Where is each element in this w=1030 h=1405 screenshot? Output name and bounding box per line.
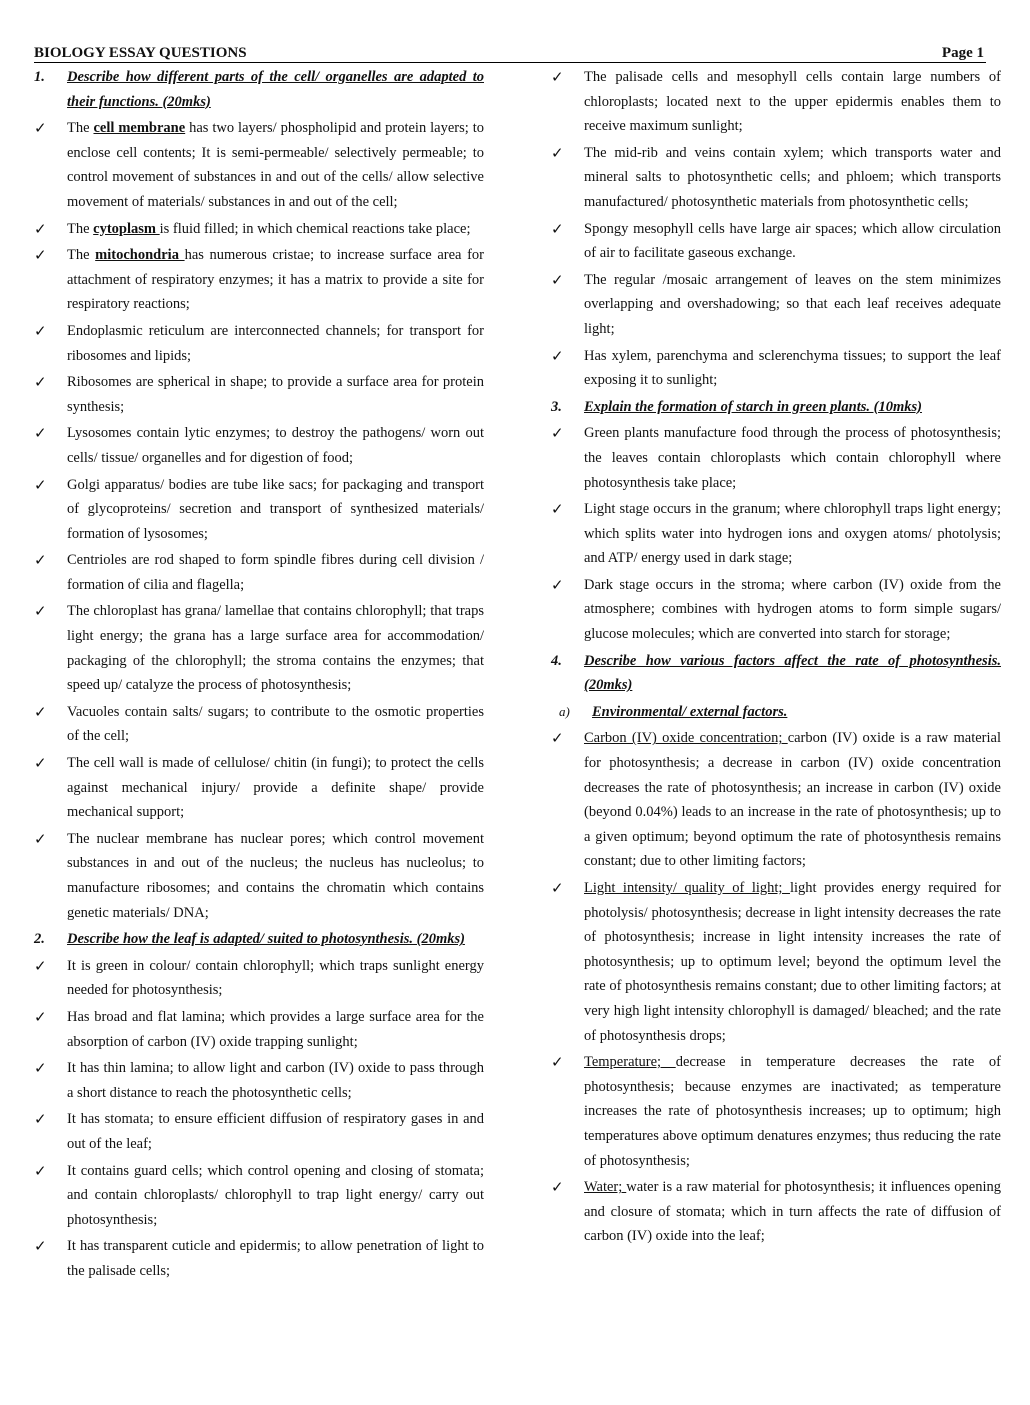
list-item: ✓ Water; water is a raw material for photosynthesis; it influences opening and closure of stomata; which in turn affects the rate of diffusion of carbon (IV) oxide into the leaf; [551,1175,1001,1249]
checkmark-icon: ✓ [551,424,564,443]
checkmark-icon: ✓ [34,424,47,443]
list-item: ✓ The regular /mosaic arrangement of leaves on the stem minimizes overlapping and overshadowing; so that each leaf receives adequate light; [551,268,1001,342]
page-number: Page 1 [941,45,984,61]
list-item: ✓ The palisade cells and mesophyll cells contain large numbers of chloroplasts; located next to the upper epidermis enables them to receive maximum sunlight; [551,65,1001,139]
question-number: 4. [551,652,562,669]
list-item: ✓ It is green in colour/ contain chlorophyll; which traps sunlight energy needed for photosynthesis; [34,954,484,1003]
checkmark-icon: ✓ [551,68,564,86]
checkmark-icon: ✓ [34,829,47,848]
checkmark-icon: ✓ [34,373,47,392]
list-item: ✓ Light intensity/ quality of light; light provides energy required for photolysis/ photosynthesis; decrease in light intensity decreases the rate of photosynthesis; increase in light intensity increases the rate of photosynthesis; up to optimum level; beyond the optimum level the rate of photosynthesis remains constant; due to other limiting factors; at very high light intensity chlorophyll is damaged/ bleached; and the rate of photosynthesis drops; [551,876,1001,1048]
checkmark-icon: ✓ [34,702,47,721]
checkmark-icon: ✓ [551,270,564,289]
question-3 [551,395,1001,420]
checkmark-icon: ✓ [551,219,564,238]
list-item: ✓ The cell wall is made of cellulose/ chitin (in fungi); to protect the cells against mechanical injury/ provide a definite shape/ provide mechanical support; [34,751,484,825]
key-term: cytoplasm [93,220,160,237]
left-column [34,65,484,1286]
question-number: 1. [34,69,45,85]
subheading-a [551,700,1001,725]
page-header [34,44,986,63]
checkmark-icon: ✓ [551,729,564,748]
checkmark-icon: ✓ [551,879,564,897]
list-item: ✓ Endoplasmic reticulum are interconnected channels; for transport for ribosomes and lipids; [34,319,484,368]
list-item: ✓ It contains guard cells; which control opening and closing of stomata; and contain chloroplasts/ chlorophyll to trap light energy/ carry out photosynthesis; [34,1159,484,1233]
list-item: ✓ Temperature; decrease in temperature decreases the rate of photosynthesis; because enzymes are inactivated; as temperature increases the rate of photosynthesis increases; up to optimum; high temperatures above optimum denatures enzymes; thus reducing the rate of photosynthesis; [551,1050,1001,1173]
list-item: ✓ It has thin lamina; to allow light and carbon (IV) oxide to pass through a short distance to reach the photosynthetic cells; [34,1056,484,1105]
question-text: Describe how different parts of the cell/ organelles are adapted to their functions. (20mks) [67,69,484,110]
list-item: ✓ Centrioles are rod shaped to form spindle fibres during cell division / formation of cilia and flagella; [34,548,484,597]
checkmark-icon: ✓ [551,346,564,365]
list-item: ✓ The cell membrane has two layers/ phospholipid and protein layers; to enclose cell contents; It is semi-permeable/ selectively permeable; to control movement of substances in and out of the cells/ allow selective movement of materials/ substances in and out of the cell; [34,116,484,214]
question-number: 2. [34,931,45,948]
checkmark-icon: ✓ [34,754,47,773]
factor-term: Carbon (IV) oxide concentration; [584,730,788,747]
list-item: ✓ Carbon (IV) oxide concentration; carbon (IV) oxide is a raw material for photosynthesis; a decrease in carbon (IV) oxide concentration decreases the rate of photosynthesis; an increase in carbon (IV) oxide (beyond 0.04%) leads to an increase in the rate of photosynthesis; up to a given optimum; beyond optimum the rate of photosynthesis remains constant; due to other limiting factors; [551,726,1001,874]
question-text: Describe how various factors affect the rate of photosynthesis. (20mks) [584,652,1001,694]
factor-term: Light intensity/ quality of light; [584,880,790,896]
subheading-text: Environmental/ external factors. [592,703,788,720]
question-number: 3. [551,398,562,415]
checkmark-icon: ✓ [34,246,47,265]
checkmark-icon: ✓ [34,475,47,494]
checkmark-icon: ✓ [34,1007,47,1026]
list-item: ✓ The chloroplast has grana/ lamellae that contains chlorophyll; that traps light energy; the grana has a large surface area for accommodation/ packaging of the chlorophyll; the stroma contains the enzymes; that speed up/ catalyze the process of photosynthesis; [34,599,484,697]
list-item: ✓ Has broad and flat lamina; which provides a large surface area for the absorption of carbon (IV) oxide trapping sunlight; [34,1005,484,1054]
sub-label: a) [559,703,570,719]
list-item: ✓ Spongy mesophyll cells have large air spaces; which allow circulation of air to facilitate gaseous exchange. [551,217,1001,266]
checkmark-icon: ✓ [34,1110,47,1129]
checkmark-icon: ✓ [551,1053,564,1072]
checkmark-icon: ✓ [34,551,47,570]
list-item: ✓ The mid-rib and veins contain xylem; which transports water and mineral salts to photosynthetic cells; and phloem; which transports manufactured/ photosynthetic materials from photosynthetic cells; [551,141,1001,215]
checkmark-icon: ✓ [34,219,47,238]
list-item: ✓ Lysosomes contain lytic enzymes; to destroy the pathogens/ worn out cells/ tissue/ organelles and for digestion of food; [34,421,484,470]
list-item: ✓ It has stomata; to ensure efficient diffusion of respiratory gases in and out of the leaf; [34,1107,484,1156]
list-item: ✓ The nuclear membrane has nuclear pores; which control movement substances in and out of the nucleus; the nucleus has nucleolus; to manufacture ribosomes; and contains the chromatin which contains genetic materials/ DNA; [34,827,484,925]
question-2 [34,927,484,952]
checkmark-icon: ✓ [34,602,47,621]
list-item: ✓ The mitochondria has numerous cristae; to increase surface area for attachment of respiratory enzymes; it has a matrix to provide a site for respiratory reactions; [34,243,484,317]
checkmark-icon: ✓ [551,143,564,162]
key-term: cell membrane [93,120,186,137]
list-item: ✓ Dark stage occurs in the stroma; where carbon (IV) oxide from the atmosphere; combines with hydrogen atoms to form simple sugars/ glucose molecules; which are converted into starch for storage; [551,573,1001,647]
checkmark-icon: ✓ [551,575,564,594]
list-item: ✓ Ribosomes are spherical in shape; to provide a surface area for protein synthesis; [34,370,484,419]
checkmark-icon: ✓ [34,956,47,975]
list-item: ✓ Has xylem, parenchyma and sclerenchyma tissues; to support the leaf exposing it to sunlight; [551,344,1001,393]
checkmark-icon: ✓ [551,500,564,519]
checkmark-icon: ✓ [34,1161,47,1180]
checkmark-icon: ✓ [34,119,47,138]
checkmark-icon: ✓ [34,321,47,340]
checkmark-icon: ✓ [551,1178,564,1197]
question-1 [34,65,484,114]
checkmark-icon: ✓ [34,1059,47,1078]
list-item: ✓ It has transparent cuticle and epidermis; to allow penetration of light to the palisade cells; [34,1234,484,1283]
checkmark-icon: ✓ [34,1237,47,1256]
question-text: Describe how the leaf is adapted/ suited to photosynthesis. (20mks) [67,931,465,948]
question-text: Explain the formation of starch in green plants. (10mks) [584,398,922,415]
list-item: ✓ Green plants manufacture food through the process of photosynthesis; the leaves contain chloroplasts which contain chlorophyll where photosynthesis take place; [551,421,1001,495]
document-title: BIOLOGY ESSAY QUESTIONS [34,45,247,61]
factor-term: Water; [584,1179,627,1196]
list-item: ✓ The cytoplasm is fluid filled; in which chemical reactions take place; [34,217,484,242]
list-item: ✓ Light stage occurs in the granum; where chlorophyll traps light energy; which splits water into hydrogen ions and oxygen atoms/ photolysis; and ATP/ energy used in dark stage; [551,497,1001,571]
list-item: ✓ Vacuoles contain salts/ sugars; to contribute to the osmotic properties of the cell; [34,700,484,749]
right-column [551,65,1001,1251]
list-item: ✓ Golgi apparatus/ bodies are tube like sacs; for packaging and transport of glycoproteins/ secretion and transport of synthesized materials/ formation of lysosomes; [34,473,484,547]
key-term: mitochondria [95,247,185,264]
question-4 [551,649,1001,698]
factor-term: Temperature; [584,1054,676,1071]
